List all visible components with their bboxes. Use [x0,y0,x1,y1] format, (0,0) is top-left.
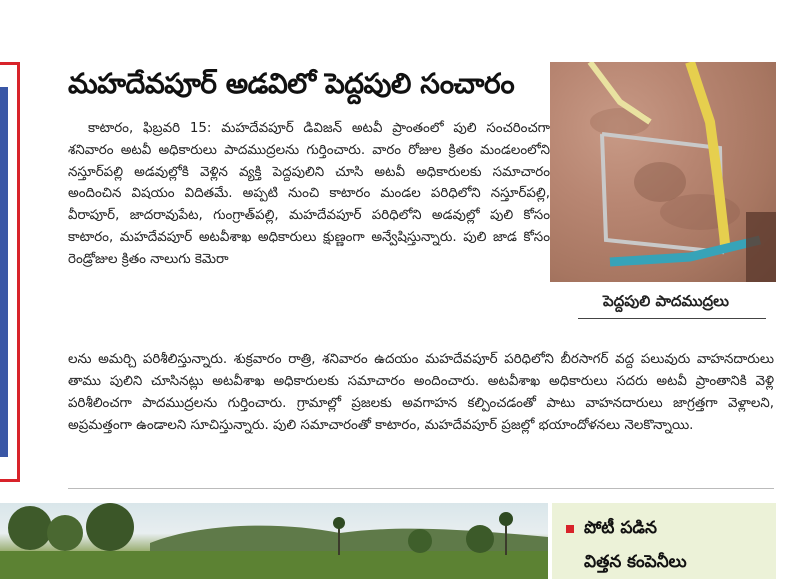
teaser-title-line2: విత్తన కంపెనీలు [584,552,687,572]
pugmark-photo-illustration [550,62,776,282]
article-text-top: మహదేవపూర్ డివిజన్ అటవీ ప్రాంతంలో పులి సంచరించగా శనివారం అటవీ అధికారులు పాదముద్రలను గుర్తించారు. వారం రోజుల క్రితం మండలంలోని నస్తూర్‌పల్లి అడవుల్లోకి వెళ్లిన వ్యక్తి పెద్దపులిని చూసి అటవీ అధికారులకు సమాచారం అందించిన విషయం విదితమే. అప్పటి నుంచి కాటారం మండల పరిధిలోని నస్తూర్‌పల్లి, వీరాపూర్, జాదరావుపేట, గుంగ్రాత్‌పల్లి, మహదేవపూర్ పరిధిలోని అడవుల్లో పులి కోసం కాటారం, మహదేవపూర్ అటవీశాఖ అధికారులు క్షుణ్ణంగా అన్వేషిస్తున్నారు. పులి జాడ కోసం రెండ్రోజుల క్రితం నాలుగు కెమెరా [68,121,550,267]
adjacent-article-strip [0,87,8,457]
adjacent-article-frame [0,62,20,482]
article-body-bottom [68,336,774,450]
landscape-illustration [0,503,548,579]
article-headline: మహదేవపూర్ అడవిలో పెద్దపులి సంచారం [68,67,515,100]
article-dateline: కాటారం, ఫిబ్రవరి 15: [88,121,212,136]
caption-underline [578,318,766,319]
section-divider [68,488,774,489]
photo-caption: పెద్దపులి పాదముద్రలు [603,292,729,310]
landscape-photo [0,503,548,579]
pugmark-photo [550,62,776,282]
teaser-bullet-icon [566,525,574,533]
article-body-top [68,118,550,271]
article-text-bottom: లను అమర్చి పరిశీలిస్తున్నారు. శుక్రవారం రాత్రి, శనివారం ఉదయం మహదేవపూర్ పరిధిలోని బీరసాగర్ వద్ద పలువురు వాహనదారులు తాము పులిని చూసినట్లు అటవీశాఖ అధికారులకు సమాచారం అందించారు. అటవీశాఖ అధికారులు సదరు అటవీ ప్రాంతానికి వెళ్లి పరిశీలించగా పాదముద్రలను గుర్తించారు. గ్రామాల్లో ప్రజలకు అవగాహన కల్పించడంతో పాటు వాహనదారులు జాగ్రత్తగా వెళ్లాలని, అప్రమత్తంగా ఉండాలని సూచిస్తున్నారు. పులి సమాచారంతో కాటారం, మహదేవపూర్ ప్రజల్లో భయాందోళనలు నెలకొన్నాయి. [68,352,774,433]
teaser-title-line1: పోటీ పడిన [584,518,657,538]
sidebar-teaser[interactable] [552,503,776,579]
